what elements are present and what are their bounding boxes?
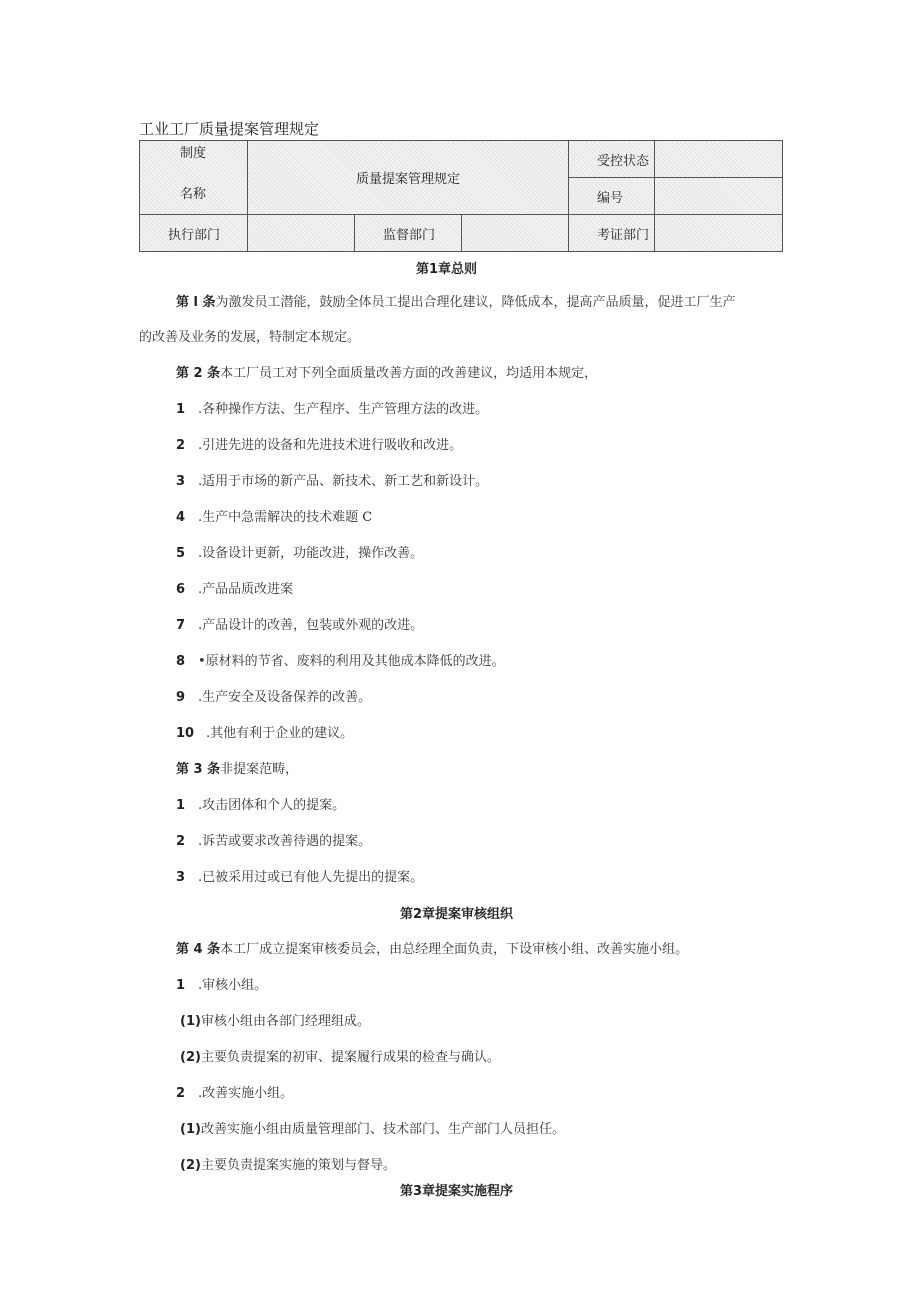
label-verify-dept: 考证部门: [569, 215, 655, 252]
number-value-cell: [655, 178, 783, 215]
list-item: 1 .各种操作方法、生产程序、生产管理方法的改进。: [176, 402, 489, 417]
status-value-cell: [655, 141, 783, 178]
article-1: [176, 291, 736, 310]
supervise-dept-value-cell: [462, 215, 569, 252]
rule-name-cell: 质量提案管理规定: [248, 141, 569, 215]
exec-dept-value-cell: [248, 215, 355, 252]
article-1-continuation: 的改善及业务的发展，特制定本规定。: [139, 330, 361, 345]
label-number: 编号: [569, 178, 655, 215]
label-exec-dept: 执行部门: [140, 215, 248, 252]
label-status: 受控状态: [569, 141, 655, 178]
article-2-number: 第 2 条: [176, 366, 221, 381]
list-item: 1 .审核小组。: [176, 978, 268, 993]
article-3-text: 非提案范畴，: [220, 762, 299, 777]
article-3: [176, 758, 298, 777]
list-item: 2 .改善实施小组。: [176, 1086, 294, 1101]
list-item: 8 •原材料的节省、废料的利用及其他成本降低的改进。: [176, 654, 505, 669]
label-supervise-dept: 监督部门: [355, 215, 462, 252]
article-2-text: 本工厂员工对下列全面质量改善方面的改善建议，均适用本规定，: [220, 366, 598, 381]
sub-list-item: (2)主要负责提案的初审、提案履行成果的检查与确认。: [180, 1050, 500, 1065]
list-item: 10 .其他有利于企业的建议。: [176, 726, 354, 741]
article-4-number: 第 4 条: [176, 942, 221, 957]
header-table: [139, 140, 783, 252]
sub-list-item: (1)审核小组由各部门经理组成。: [180, 1014, 370, 1029]
verify-dept-value-cell: [655, 215, 783, 252]
chapter-2-heading: 第2章提案审核组织: [400, 907, 514, 922]
document-title: 工业工厂质量提案管理规定: [139, 120, 320, 138]
article-4-text: 本工厂成立提案审核委员会，由总经理全面负责，下设审核小组、改善实施小组。: [220, 942, 689, 957]
list-item: 3 .适用于市场的新产品、新技术、新工艺和新设计。: [176, 474, 489, 489]
list-item: 2 .引进先进的设备和先进技术进行吸收和改进。: [176, 438, 463, 453]
list-item: 5 .设备设计更新，功能改进，操作改善。: [176, 546, 424, 561]
list-item: 6 .产品品质改进案: [176, 582, 294, 597]
label-zhidu: 制度: [180, 145, 207, 161]
sub-list-item: (1)改善实施小组由质量管理部门、技术部门、生产部门人员担任。: [180, 1122, 565, 1137]
list-item: 1 .攻击团体和个人的提案。: [176, 798, 346, 813]
chapter-3-heading: 第3章提案实施程序: [400, 1184, 514, 1199]
article-2: [176, 362, 597, 381]
list-item: 9 .生产安全及设备保养的改善。: [176, 690, 372, 705]
sub-list-item: (2)主要负责提案实施的策划与督导。: [180, 1158, 396, 1173]
zhidu-mingcheng-cell: [140, 141, 248, 215]
article-4: [176, 938, 688, 957]
article-1-text: 为激发员工潜能，鼓励全体员工提出合理化建议，降低成本，提高产品质量，促进工厂生产: [215, 295, 736, 310]
list-item: 3 .已被采用过或已有他人先提出的提案。: [176, 870, 424, 885]
list-item: 4 .生产中急需解决的技术难题 C: [176, 510, 373, 525]
article-1-number: 第 l 条: [176, 295, 216, 310]
chapter-1-heading: 第1章总则: [416, 262, 478, 277]
list-item: 7 .产品设计的改善，包装或外观的改进。: [176, 618, 424, 633]
article-3-number: 第 3 条: [176, 762, 221, 777]
list-item: 2 .诉苦或要求改善待遇的提案。: [176, 834, 372, 849]
label-mingcheng: 名称: [180, 186, 207, 202]
